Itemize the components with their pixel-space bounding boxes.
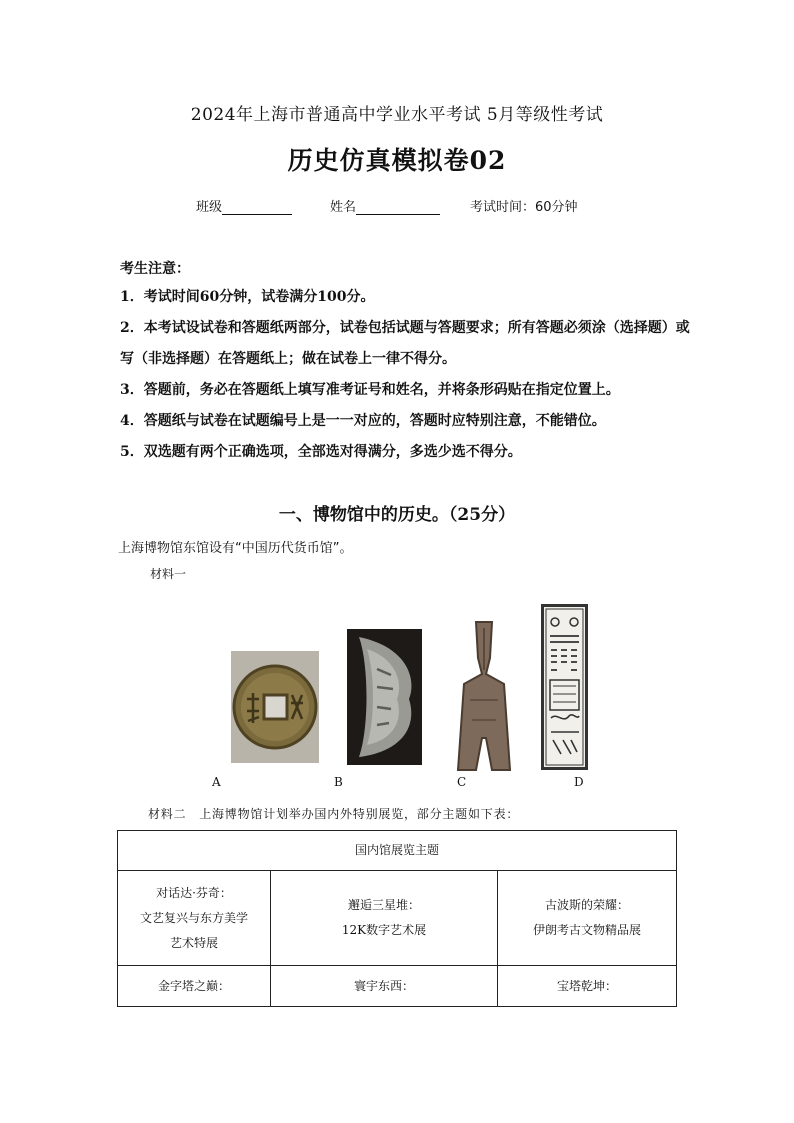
- section-intro: 上海博物馆东馆设有“中国历代货币馆”。: [118, 541, 353, 556]
- cell-line: 12K数字艺术展: [341, 923, 427, 937]
- cell-line: 邂逅三星堆：: [347, 898, 420, 912]
- notice-item-3: 3．答题前，务必在答题纸上填写准考证号和姓名，并将条形码贴在指定位置上。: [120, 382, 620, 398]
- material-2-label: 材料二 上海博物馆计划举办国内外特别展览，部分主题如下表：: [148, 807, 520, 821]
- table-header: 国内馆展览主题: [118, 831, 677, 871]
- image-label-c: C: [457, 775, 467, 789]
- table-cell: [271, 871, 498, 966]
- exam-title: 历史仿真模拟卷02: [287, 146, 507, 175]
- material-1-label: 材料一: [150, 567, 187, 581]
- notice-item-5: 5．双选题有两个正确选项，全部选对得满分，多选少选不得分。: [120, 444, 522, 460]
- class-field: [196, 196, 292, 215]
- table-cell: [498, 871, 677, 966]
- class-label: 班级: [196, 200, 223, 215]
- notice-item-2: 2．本考试设试卷和答题纸两部分，试卷包括试题与答题要求；所有答题必须涂（选择题）或写（非选择题）在答题纸上；做在试卷上一律不得分。: [120, 320, 690, 367]
- name-blank: [356, 200, 440, 215]
- cell-line: 古波斯的荣耀：: [544, 898, 629, 912]
- notice-item-4: 4．答题纸与试卷在试题编号上是一一对应的，答题时应特别注意，不能错位。: [120, 413, 606, 429]
- exhibition-table: [117, 830, 677, 1007]
- section-title: 一、博物馆中的历史。（25分）: [278, 505, 516, 525]
- table-cell: 宝塔乾坤：: [498, 966, 677, 1007]
- class-blank: [222, 200, 292, 215]
- cell-line: 对话达·芬奇：: [156, 885, 232, 900]
- name-label: 姓名: [330, 200, 357, 215]
- table-cell: [118, 871, 271, 966]
- name-field: [330, 196, 440, 215]
- table-cell: 寰宇东西：: [271, 966, 498, 1007]
- silver-ingot-icon: [347, 629, 422, 765]
- image-label-b: B: [334, 775, 343, 789]
- paper-banknote-icon: [541, 604, 588, 770]
- cell-line: 文艺复兴与东方美学: [139, 910, 248, 925]
- exam-subtitle: 2024年上海市普通高中学业水平考试 5月等级性考试: [190, 105, 604, 125]
- spade-coin-icon: [452, 620, 516, 772]
- image-label-a: A: [212, 775, 221, 789]
- ban-liang-coin-icon: [231, 651, 319, 763]
- cell-line: 艺术特展: [169, 935, 218, 950]
- notice-heading: 考生注意：: [120, 261, 190, 277]
- image-label-d: D: [574, 775, 584, 789]
- table-cell: 金字塔之巅：: [118, 966, 271, 1007]
- cell-line: 伊朗考古文物精品展: [532, 923, 641, 937]
- exam-time: 考试时间：60分钟: [470, 200, 578, 215]
- notice-item-1: 1．考试时间60分钟，试卷满分100分。: [120, 289, 375, 305]
